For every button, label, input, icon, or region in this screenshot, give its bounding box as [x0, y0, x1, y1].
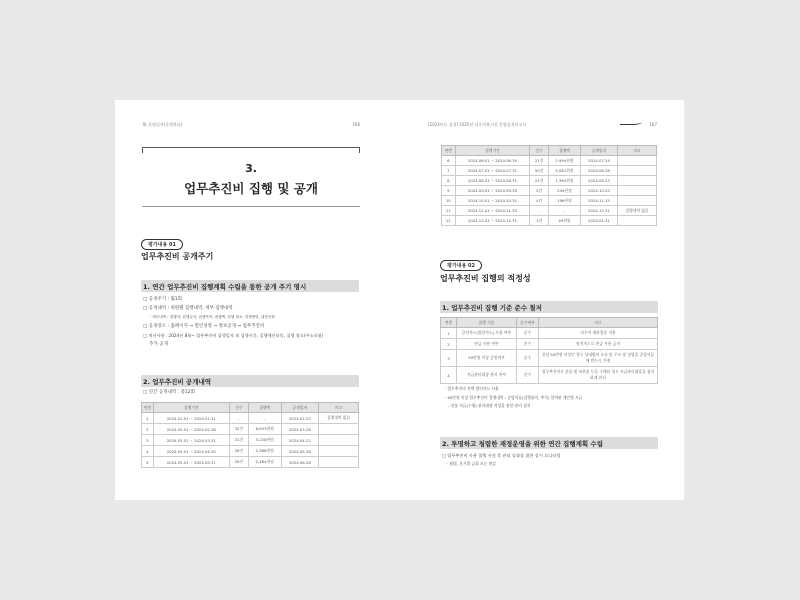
col-header: 집행 기준 [457, 318, 517, 328]
page-number: 166 [352, 122, 360, 127]
table-cell: 2024.12.01 ~ 2024.12.31 [455, 216, 530, 226]
table-cell: 2024.08.26 [581, 166, 618, 176]
eval-badge: 평가내용 02 [440, 260, 482, 271]
table-row [442, 196, 657, 206]
col-header: 공개일자 [281, 403, 319, 413]
table-cell [617, 156, 656, 166]
disclosure-table-cont [441, 145, 657, 226]
table-cell: - [530, 206, 549, 216]
table-cell: 집행내역 없음 [617, 206, 656, 216]
table-cell: 준수 [517, 328, 539, 339]
table-cell: 2024.03.01 ~ 2024.03.31 [153, 435, 229, 446]
table-row [142, 424, 359, 435]
table-cell: 2024.06.26 [281, 457, 319, 468]
table-cell: 5,061천원 [548, 166, 580, 176]
table-row [442, 206, 657, 216]
table-cell [617, 166, 656, 176]
table-cell: 8 [442, 176, 456, 186]
table-cell: 7 [442, 166, 456, 176]
col-header: 비고 [617, 146, 656, 156]
table-cell: 4건 [530, 196, 549, 206]
right-page [400, 100, 685, 500]
eval-badge: 평가내용 01 [141, 239, 183, 250]
table-cell: 3,228천원 [248, 435, 281, 446]
table-cell: 49천원 [548, 216, 580, 226]
table-cell: 2024.10.01 ~ 2024.10.31 [455, 196, 530, 206]
table-cell [319, 446, 359, 457]
table-cell: 12 [442, 216, 456, 226]
table-cell: - [229, 413, 248, 424]
table-cell: 준수 [517, 367, 539, 384]
table-cell: 집행내역 없음 [319, 413, 359, 424]
table-cell: 2024.05.01 ~ 2024.05.31 [153, 457, 229, 468]
table-cell: 9 [442, 186, 456, 196]
table-cell: 26건 [229, 446, 248, 457]
col-header: 공개일자 [581, 146, 618, 156]
table-cell [319, 457, 359, 468]
table-cell: 21건 [530, 176, 549, 186]
table-cell: 지급관리대장 관리 여부 [457, 367, 517, 384]
chapter-number: 3. [245, 162, 257, 175]
col-header: 건수 [229, 403, 248, 413]
table-cell: 준수 [517, 339, 539, 350]
table-cell: 5건 [530, 186, 549, 196]
table-cell: 3 [441, 350, 457, 367]
section-bar-1: 1. 업무추진비 집행 기준 준수 철저 [440, 301, 658, 313]
table-cell: 2,464천원 [248, 457, 281, 468]
running-header: Ⅲ. 운영실적(운영관리) [143, 122, 183, 127]
table-cell: 1,364천원 [548, 176, 580, 186]
table-cell: 2,568천원 [248, 446, 281, 457]
table-cell: 4 [142, 446, 154, 457]
table-cell [617, 196, 656, 206]
table-row [441, 339, 658, 350]
subtitle: 업무추진비 공개주기 [141, 252, 214, 261]
note: ◦ 50만원 이상 업무추진비 집행내역 : 증빙서류(집행품의, 추석) 입력된 개인별 지급 [444, 394, 583, 400]
table-row [442, 186, 657, 196]
table-cell [617, 216, 656, 226]
table-row [441, 328, 658, 339]
table-cell [617, 186, 656, 196]
table-cell: 10 [442, 196, 456, 206]
table-cell: 2024.10.25 [581, 186, 618, 196]
table-cell: 2024.09.01 ~ 2024.09.30 [455, 186, 530, 196]
bullet: □ 공개주기 : 월1회 [143, 297, 183, 302]
note: - 선물 지급(수령) 관리대장 작성을 통한 관리 철저 [448, 403, 531, 408]
table-cell: 2024.05.28 [281, 446, 319, 457]
table-cell: 2024.02.01 ~ 2024.02.28 [153, 424, 229, 435]
bullet: ◦ 월별, 분기별 금회 모는 점검 [446, 461, 496, 466]
table-row [142, 413, 359, 424]
table-cell: - [248, 413, 281, 424]
table-cell: 21건 [530, 156, 549, 166]
table-cell: 2025.01.31 [581, 216, 618, 226]
table-cell: 50건 [530, 166, 549, 176]
table-cell: 의무적 제한업종 적용 [539, 328, 658, 339]
table-cell: 2,994천원 [548, 156, 580, 166]
table-cell: 준수 [517, 350, 539, 367]
divider [142, 206, 360, 207]
table-cell [319, 424, 359, 435]
table-cell: 1 [441, 328, 457, 339]
bullet: □ 개선사항 : 2024년 8월~ 업무추진비 집행일자 외 집행시간, 집행예산과목, 집행 장소(주소포함) [143, 333, 324, 338]
table-row [442, 156, 657, 166]
table-cell: 2024.04.22 [281, 435, 319, 446]
table-cell: 1건 [530, 216, 549, 226]
table-caption: □ 연간 공개내역 : 총12회 [143, 390, 195, 395]
table-cell [319, 435, 359, 446]
table-cell: 26건 [229, 457, 248, 468]
table-cell: 5 [142, 457, 154, 468]
table-cell: 2024.07.01 ~ 2024.07.31 [455, 166, 530, 176]
table-row [142, 435, 359, 446]
table-cell: 2024.11.15 [581, 196, 618, 206]
table-cell: 2024.03.28 [281, 424, 319, 435]
table-cell: 건당 50만원 이상인 경우 상대방의 소속 및 주소 및 성명을 증빙서류에 반드시 기재 [539, 350, 658, 367]
col-header: 준수여부 [517, 318, 539, 328]
table-cell: 3 [142, 435, 154, 446]
bullet: □ 공개장소 : 홈페이지 → 열린경영 → 정보공개 → 업무추진비 [143, 324, 265, 329]
table-cell: 4 [441, 367, 457, 384]
running-header: [2024년도 실적] 2025년 다중이용시설 운영실적보고서 [428, 122, 527, 127]
table-row [442, 166, 657, 176]
table-cell: 2 [441, 339, 457, 350]
criteria-table [440, 317, 658, 384]
table-cell: 2024.02.23 [281, 413, 319, 424]
table-cell: 196천원 [548, 196, 580, 206]
bullet: 추가 공개 [149, 342, 168, 347]
table-cell: 11 [442, 206, 456, 216]
table-cell: 2024.08.01 ~ 2024.08.31 [455, 176, 530, 186]
bullet: □ 업무추진비 사용 절행 사전 후 관리 강화를 위한 상시 모니터링 [442, 453, 561, 458]
table-row [442, 216, 657, 226]
table-cell: 249천원 [548, 186, 580, 196]
table-cell: 현금 사용 여부 [457, 339, 517, 350]
table-cell: - [548, 206, 580, 216]
table-row [142, 446, 359, 457]
table-cell: 50만원 이상 증빙여부 [457, 350, 517, 367]
col-header: 집행기간 [455, 146, 530, 156]
table-cell: 32건 [229, 424, 248, 435]
left-page [115, 100, 400, 500]
col-header: 연번 [442, 146, 456, 156]
table-cell: 31건 [229, 435, 248, 446]
col-header: 집행기간 [153, 403, 229, 413]
table-cell: 2024.04.01 ~ 2024.04.30 [153, 446, 229, 457]
table-cell [617, 176, 656, 186]
logo [620, 120, 642, 125]
table-cell: 클린카드(법인카드) 사용 여부 [457, 328, 517, 339]
table-cell: 업무추진비로 선물 및 특산품 등을 구매한 경우 지급관리대장을 철저하게 관리 [539, 367, 658, 384]
col-header: 집행액 [548, 146, 580, 156]
col-header: 연번 [441, 318, 457, 328]
table-row [142, 457, 359, 468]
table-cell: 2024.07.24 [581, 156, 618, 166]
table-row [441, 350, 658, 367]
table-cell: 1 [142, 413, 154, 424]
table-row [441, 367, 658, 384]
table-cell: 2024.06.01 ~ 2024.06.30 [455, 156, 530, 166]
section-bar-2: 2. 업무추진비 공개내역 [141, 375, 359, 387]
table-row [442, 176, 657, 186]
table-cell: 2024.12.31 [581, 206, 618, 216]
table-cell: 2024.09.23 [581, 176, 618, 186]
subtitle: 업무추진비 집행의 적정성 [440, 274, 531, 283]
col-header: 연번 [142, 403, 154, 413]
table-cell: 2024.01.01 ~ 2024.01.31 [153, 413, 229, 424]
table-cell: 2024.11.01 ~ 2024.11.30 [455, 206, 530, 216]
section-bar-2: 2. 투명하고 청렴한 재정운영을 위한 연간 집행계획 수립 [440, 437, 658, 449]
col-header: 비고 [539, 318, 658, 328]
disclosure-table [141, 402, 359, 468]
col-header: 건수 [530, 146, 549, 156]
col-header: 비고 [319, 403, 359, 413]
bullet: □ 공개내역 : 위원별 집행내역, 세부 집행내역 [143, 306, 233, 311]
chapter-title: 업무추진비 집행 및 공개 [184, 181, 318, 196]
note: ◦ 업무추진비 전액 법인카드 사용 [444, 386, 499, 391]
section-bar-1: 1. 연간 업무추진비 집행계획 수립을 통한 공개 주기 명시 [141, 280, 359, 292]
table-cell: 6,633천원 [248, 424, 281, 435]
chapter-frame [142, 147, 360, 153]
col-header: 집행액 [248, 403, 281, 413]
table-cell: 2 [142, 424, 154, 435]
table-cell: 원칙적으로 현금 사용 금지 [539, 339, 658, 350]
table-cell: 6 [442, 156, 456, 166]
page-number: 167 [649, 122, 657, 127]
bullet: ◦ 세부내역 : 집행자, 집행일자, 집행목적, 집행액, 집행 장소, 결제방법, 대상인원 [149, 315, 275, 319]
